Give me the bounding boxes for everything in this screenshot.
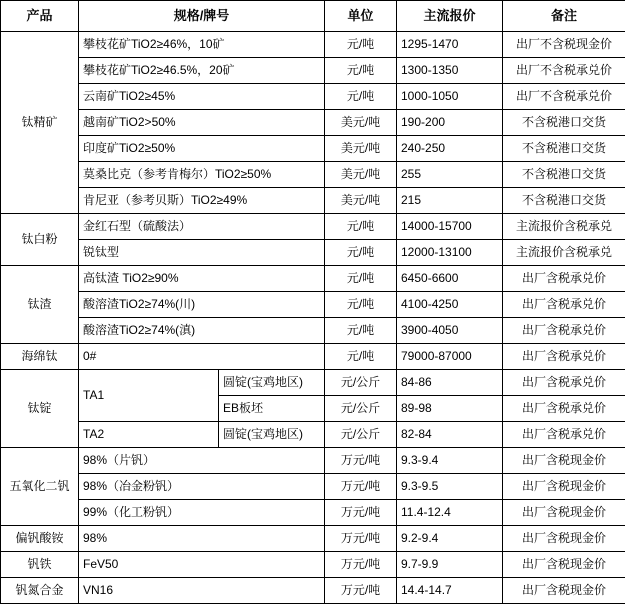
table-row [1, 370, 625, 396]
spec-cell: 99%（化工粉钒） [79, 500, 325, 526]
remark-cell: 出厂含税现金价 [503, 526, 625, 552]
price-cell: 4100-4250 [397, 292, 503, 318]
unit-cell: 万元/吨 [325, 474, 397, 500]
table-row [1, 292, 625, 318]
product-category-cell: 海绵钛 [1, 344, 79, 370]
table-row [1, 162, 625, 188]
table-row [1, 422, 625, 448]
column-header-unit: 单位 [325, 1, 397, 32]
price-cell: 82-84 [397, 422, 503, 448]
remark-cell: 不含税港口交货 [503, 110, 625, 136]
spec-cell: 肯尼亚（参考贝斯）TiO2≥49% [79, 188, 325, 214]
price-cell: 215 [397, 188, 503, 214]
unit-cell: 元/公斤 [325, 370, 397, 396]
table-row [1, 448, 625, 474]
price-cell: 190-200 [397, 110, 503, 136]
remark-cell: 不含税港口交货 [503, 188, 625, 214]
table-row [1, 578, 625, 604]
unit-cell: 元/吨 [325, 214, 397, 240]
product-category-cell: 钒铁 [1, 552, 79, 578]
price-cell: 89-98 [397, 396, 503, 422]
remark-cell: 出厂含税现金价 [503, 474, 625, 500]
unit-cell: 美元/吨 [325, 188, 397, 214]
remark-cell: 出厂含税现金价 [503, 448, 625, 474]
unit-cell: 元/公斤 [325, 422, 397, 448]
unit-cell: 美元/吨 [325, 110, 397, 136]
spec-cell: 0# [79, 344, 325, 370]
unit-cell: 万元/吨 [325, 578, 397, 604]
spec-cell: 酸溶渣TiO2≥74%(川) [79, 292, 325, 318]
price-cell: 240-250 [397, 136, 503, 162]
table-body [1, 32, 625, 604]
remark-cell: 出厂含税承兑价 [503, 266, 625, 292]
table-header-row [1, 1, 625, 32]
price-cell: 9.3-9.5 [397, 474, 503, 500]
unit-cell: 万元/吨 [325, 552, 397, 578]
table-row [1, 266, 625, 292]
table-row [1, 214, 625, 240]
product-category-cell: 钛白粉 [1, 214, 79, 266]
table-row [1, 110, 625, 136]
unit-cell: 元/吨 [325, 240, 397, 266]
spec-cell: TA1 [79, 370, 219, 422]
price-cell: 1000-1050 [397, 84, 503, 110]
column-header-spec: 规格/牌号 [79, 1, 325, 32]
table-header [1, 1, 625, 32]
spec-cell: FeV50 [79, 552, 325, 578]
table-row [1, 240, 625, 266]
remark-cell: 出厂含税承兑价 [503, 292, 625, 318]
column-header-product: 产品 [1, 1, 79, 32]
price-cell: 9.2-9.4 [397, 526, 503, 552]
spec-detail-cell: 圆锭(宝鸡地区) [219, 370, 325, 396]
unit-cell: 万元/吨 [325, 448, 397, 474]
spec-cell: 酸溶渣TiO2≥74%(滇) [79, 318, 325, 344]
unit-cell: 元/吨 [325, 318, 397, 344]
price-cell: 1295-1470 [397, 32, 503, 58]
unit-cell: 元/吨 [325, 84, 397, 110]
spec-cell: 越南矿TiO2>50% [79, 110, 325, 136]
price-cell: 3900-4050 [397, 318, 503, 344]
remark-cell: 出厂不含税现金价 [503, 32, 625, 58]
spec-cell: 云南矿TiO2≥45% [79, 84, 325, 110]
price-cell: 9.3-9.4 [397, 448, 503, 474]
spec-detail-cell: EB板坯 [219, 396, 325, 422]
spec-detail-cell: 圆锭(宝鸡地区) [219, 422, 325, 448]
price-cell: 9.7-9.9 [397, 552, 503, 578]
remark-cell: 出厂含税承兑价 [503, 344, 625, 370]
table-row [1, 318, 625, 344]
unit-cell: 万元/吨 [325, 526, 397, 552]
spec-cell: 98%（片钒） [79, 448, 325, 474]
unit-cell: 元/吨 [325, 266, 397, 292]
table-row [1, 500, 625, 526]
spec-cell: 锐钛型 [79, 240, 325, 266]
unit-cell: 元/吨 [325, 292, 397, 318]
product-category-cell: 钒氮合金 [1, 578, 79, 604]
remark-cell: 出厂含税现金价 [503, 500, 625, 526]
price-cell: 84-86 [397, 370, 503, 396]
column-header-remark: 备注 [503, 1, 625, 32]
price-cell: 14000-15700 [397, 214, 503, 240]
spec-cell: 金红石型（硫酸法） [79, 214, 325, 240]
table-row [1, 474, 625, 500]
product-category-cell: 钛渣 [1, 266, 79, 344]
price-cell: 12000-13100 [397, 240, 503, 266]
product-category-cell: 钛精矿 [1, 32, 79, 214]
column-header-price: 主流报价 [397, 1, 503, 32]
spec-cell: 98% [79, 526, 325, 552]
remark-cell: 出厂含税承兑价 [503, 422, 625, 448]
remark-cell: 出厂不含税承兑价 [503, 58, 625, 84]
price-cell: 14.4-14.7 [397, 578, 503, 604]
table-row [1, 84, 625, 110]
unit-cell: 元/公斤 [325, 396, 397, 422]
remark-cell: 出厂含税承兑价 [503, 370, 625, 396]
spec-cell: 攀枝花矿TiO2≥46.5%，20矿 [79, 58, 325, 84]
price-cell: 11.4-12.4 [397, 500, 503, 526]
table-row [1, 136, 625, 162]
spec-cell: 印度矿TiO2≥50% [79, 136, 325, 162]
product-category-cell: 五氧化二钒 [1, 448, 79, 526]
remark-cell: 出厂不含税承兑价 [503, 84, 625, 110]
remark-cell: 出厂含税承兑价 [503, 318, 625, 344]
unit-cell: 万元/吨 [325, 500, 397, 526]
remark-cell: 出厂含税现金价 [503, 552, 625, 578]
unit-cell: 元/吨 [325, 344, 397, 370]
unit-cell: 美元/吨 [325, 136, 397, 162]
remark-cell: 主流报价含税承兑 [503, 214, 625, 240]
spec-cell: 莫桑比克（参考肯梅尔）TiO2≥50% [79, 162, 325, 188]
spec-cell: 98%（冶金粉钒） [79, 474, 325, 500]
remark-cell: 主流报价含税承兑 [503, 240, 625, 266]
spec-cell: VN16 [79, 578, 325, 604]
product-category-cell: 钛锭 [1, 370, 79, 448]
table-row [1, 32, 625, 58]
price-cell: 6450-6600 [397, 266, 503, 292]
unit-cell: 元/吨 [325, 58, 397, 84]
spec-cell: 攀枝花矿TiO2≥46%，10矿 [79, 32, 325, 58]
remark-cell: 不含税港口交货 [503, 136, 625, 162]
remark-cell: 不含税港口交货 [503, 162, 625, 188]
table-row [1, 58, 625, 84]
unit-cell: 元/吨 [325, 32, 397, 58]
spec-cell: TA2 [79, 422, 219, 448]
price-cell: 1300-1350 [397, 58, 503, 84]
table-row [1, 526, 625, 552]
remark-cell: 出厂含税现金价 [503, 578, 625, 604]
table-row [1, 344, 625, 370]
table-row [1, 188, 625, 214]
unit-cell: 美元/吨 [325, 162, 397, 188]
table-row [1, 552, 625, 578]
price-cell: 79000-87000 [397, 344, 503, 370]
spec-cell: 高钛渣 TiO2≥90% [79, 266, 325, 292]
product-category-cell: 偏钒酸铵 [1, 526, 79, 552]
remark-cell: 出厂含税承兑价 [503, 396, 625, 422]
price-cell: 255 [397, 162, 503, 188]
